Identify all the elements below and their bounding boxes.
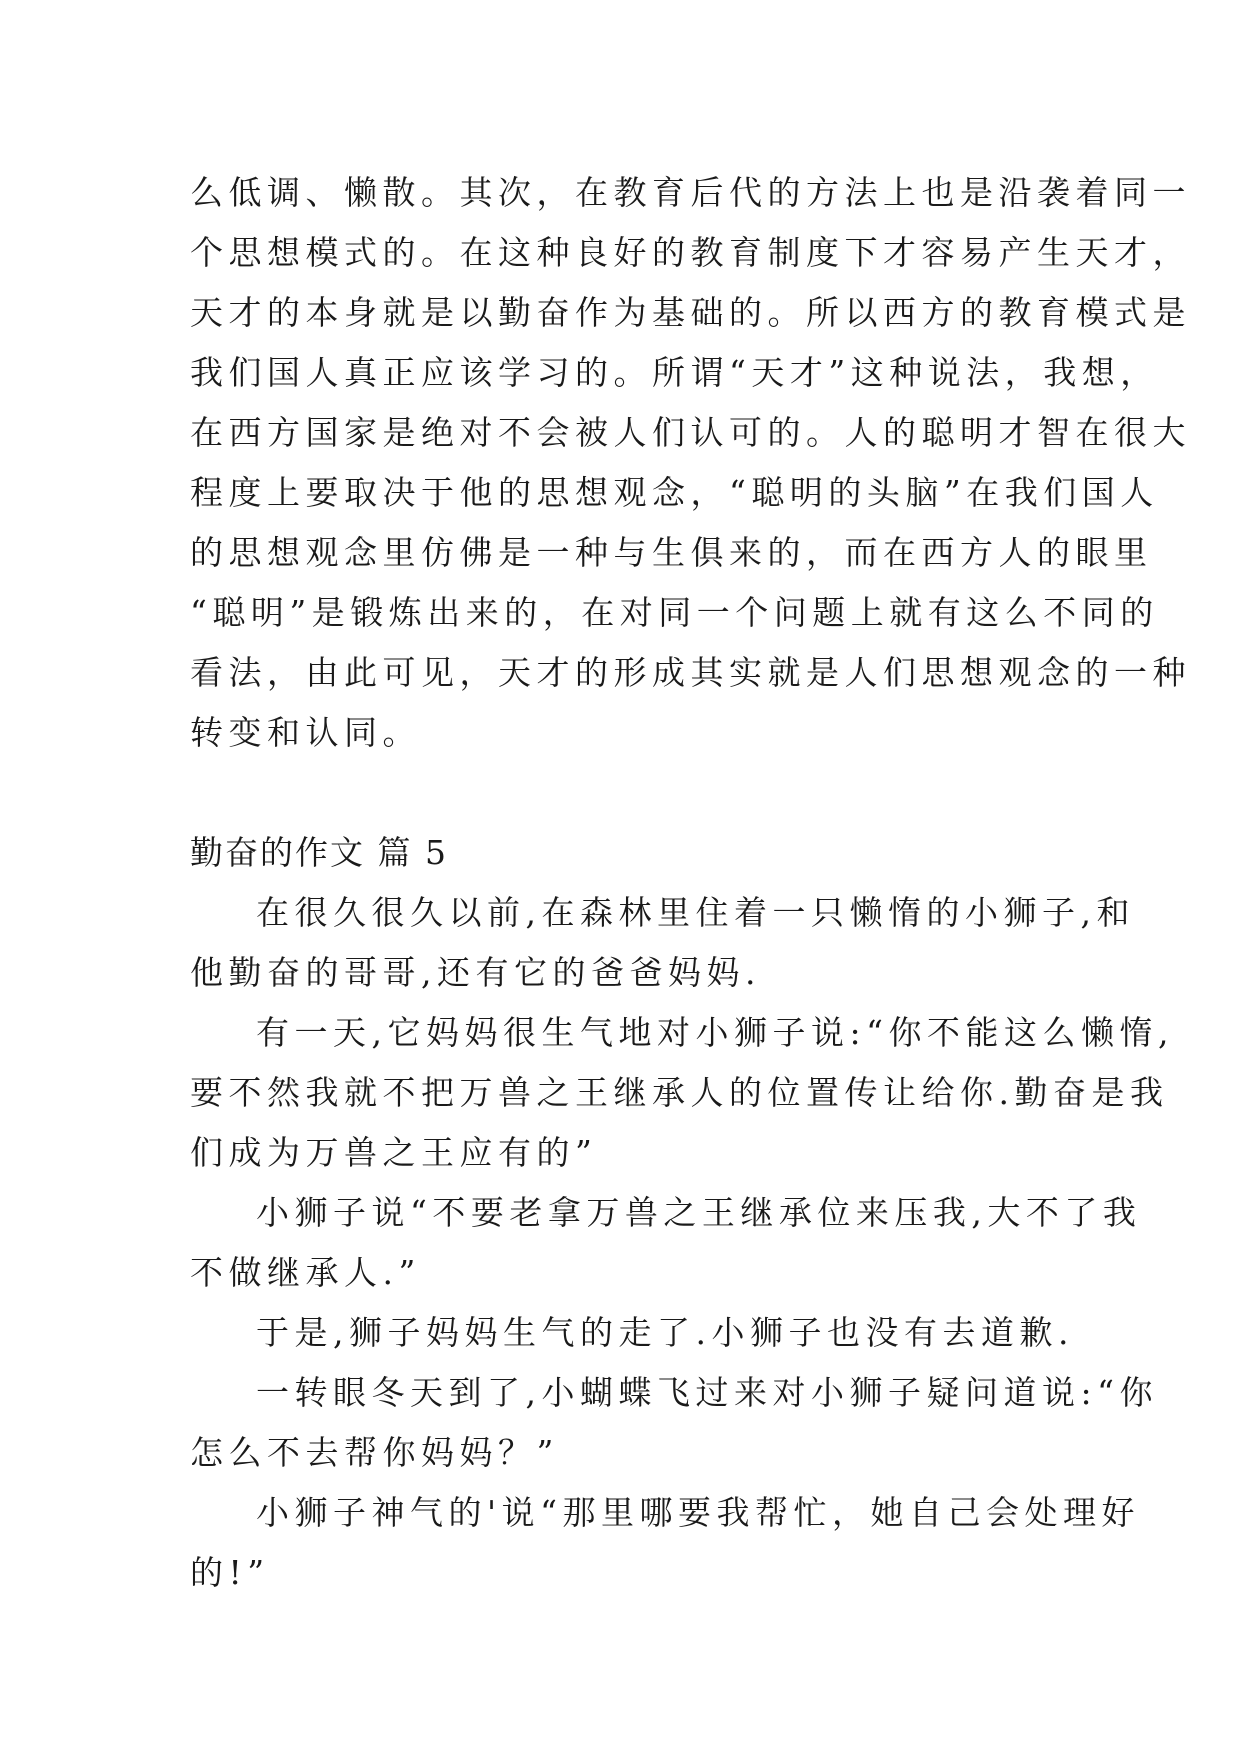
text-line: 在西方国家是绝对不会被人们认可的。人的聪明才智在很大 [190,413,1191,452]
paragraph-gap [190,763,1070,823]
text-line: 的!” [190,1553,270,1592]
text-line: 有一天,它妈妈很生气地对小狮子说:“你不能这么懒惰, [256,1013,1174,1052]
text-line: 要不然我就不把万兽之王继承人的位置传让给你.勤奋是我 [190,1073,1169,1112]
text-line: 么低调、懒散。其次，在教育后代的方法上也是沿袭着同一 [190,173,1191,212]
text-line: “聪明”是锻炼出来的，在对同一个问题上就有这么不同的 [190,593,1159,632]
text-line: 一转眼冬天到了,小蝴蝶飞过来对小狮子疑问道说:“你 [256,1373,1158,1412]
section-heading: 勤奋的作文 篇 5 [190,833,448,872]
text-line: 小狮子神气的'说“那里哪要我帮忙，她自己会处理好 [256,1493,1140,1532]
text-line: 不做继承人.” [190,1253,421,1292]
text-line: 在很久很久以前,在森林里住着一只懒惰的小狮子,和 [256,893,1135,932]
text-line: 的思想观念里仿佛是一种与生俱来的，而在西方人的眼里 [190,533,1153,572]
document-body [190,163,1191,1603]
text-line: 他勤奋的哥哥,还有它的爸爸妈妈. [190,953,761,992]
text-line: 于是,狮子妈妈生气的走了.小狮子也没有去道歉. [256,1313,1074,1352]
text-line: 怎么不去帮你妈妈？” [190,1433,559,1472]
text-line: 们成为万兽之王应有的” [190,1133,598,1172]
text-line: 我们国人真正应该学习的。所谓“天才”这种说法，我想， [190,353,1159,392]
text-line: 转变和认同。 [190,713,421,752]
text-line: 天才的本身就是以勤奋作为基础的。所以西方的教育模式是 [190,293,1191,332]
text-line: 程度上要取决于他的思想观念，“聪明的头脑”在我们国人 [190,473,1159,512]
text-line: 个思想模式的。在这种良好的教育制度下才容易产生天才， [190,233,1191,272]
text-line: 小狮子说“不要老拿万兽之王继承位来压我,大不了我 [256,1193,1142,1232]
text-line: 看法，由此可见，天才的形成其实就是人们思想观念的一种 [190,653,1191,692]
